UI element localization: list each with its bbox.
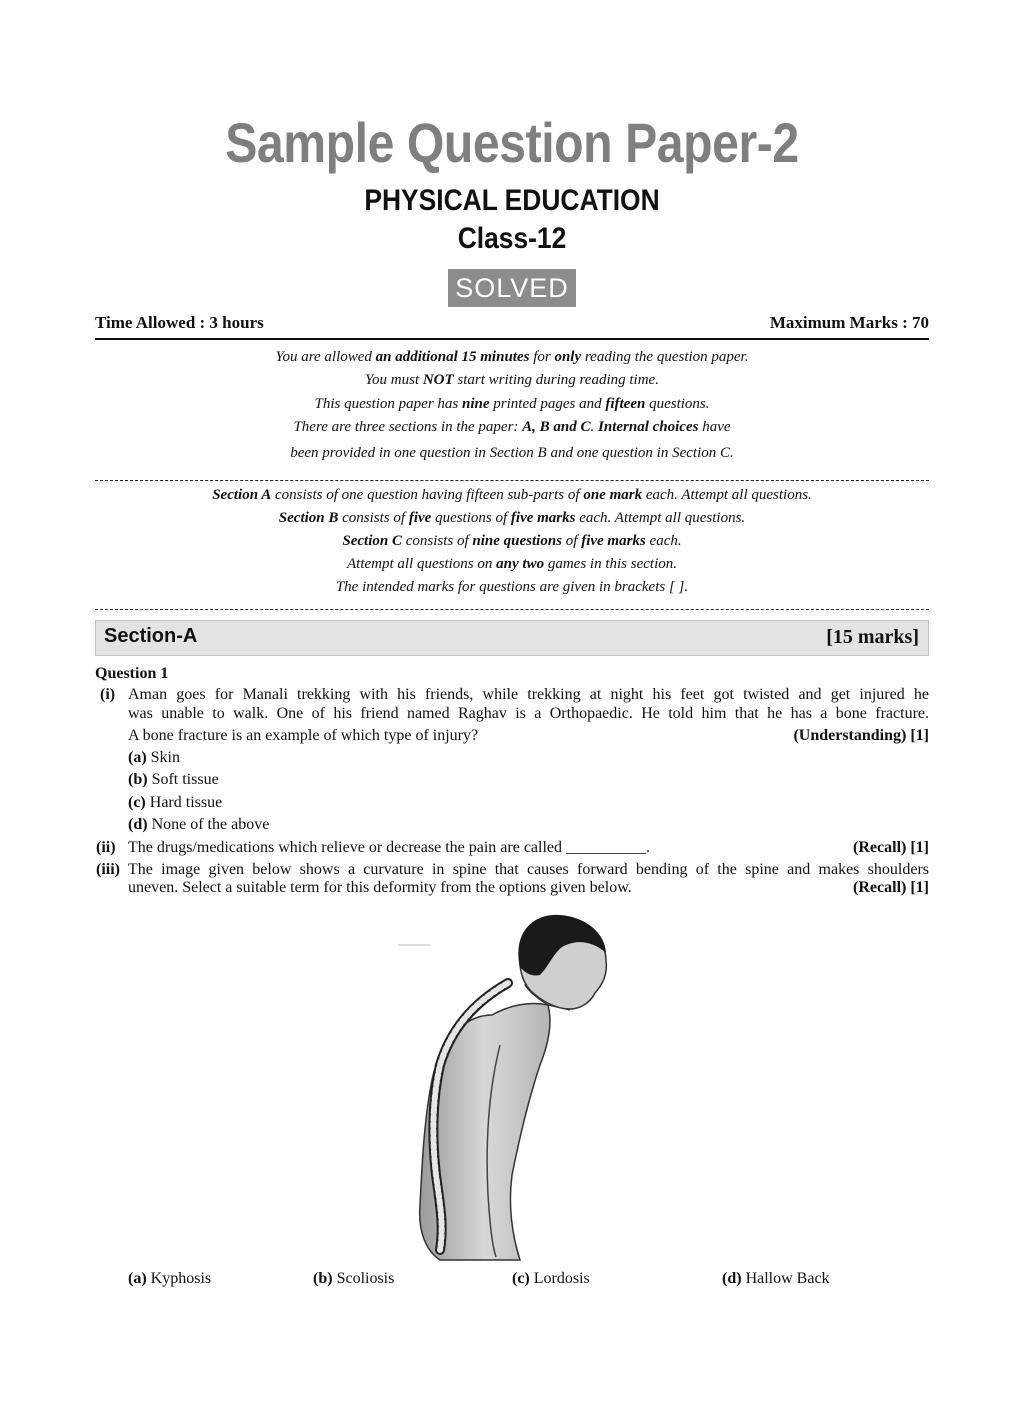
question-label: Question 1 xyxy=(95,665,169,682)
text-run: You are allowed xyxy=(275,349,376,365)
emphasis-text: fifteen xyxy=(605,396,646,412)
emphasis-text: nine questions xyxy=(472,533,563,549)
text-run: each. Attempt all questions. xyxy=(642,487,812,503)
option xyxy=(128,816,269,834)
section-info-line xyxy=(95,510,929,527)
text-run: printed pages and xyxy=(489,396,606,412)
option-text: Hard tissue xyxy=(149,794,223,811)
instruction-line xyxy=(95,419,929,436)
option-text: None of the above xyxy=(151,816,270,833)
option-label: (b) xyxy=(313,1270,333,1287)
marks-tag: (Recall) [1] xyxy=(853,839,929,856)
emphasis-text: nine xyxy=(462,396,490,412)
text-run: of xyxy=(562,533,582,549)
dashed-divider xyxy=(95,480,929,481)
option-text: Skin xyxy=(150,749,180,766)
emphasis-text: Section B xyxy=(278,510,339,526)
option xyxy=(722,1270,830,1288)
emphasis-text: Internal choices xyxy=(598,419,699,435)
emphasis-text: NOT xyxy=(422,372,454,388)
text-run: each. xyxy=(645,533,682,549)
option xyxy=(128,794,222,812)
question-text: uneven. Select a suitable term for this deformity from the options given below. xyxy=(128,879,632,896)
subject-heading: PHYSICAL EDUCATION xyxy=(364,184,660,217)
text-run: This question paper has xyxy=(314,396,462,412)
emphasis-text: an additional 15 minutes xyxy=(375,349,530,365)
instruction-line xyxy=(95,372,929,389)
question-text: The image given below shows a curvature in spine that causes forward bending of the spine and makes shoulders xyxy=(128,861,929,878)
option-label: (d) xyxy=(722,1270,742,1287)
instruction-line xyxy=(95,349,929,366)
emphasis-text: five xyxy=(408,510,432,526)
option-label: (d) xyxy=(128,816,148,833)
option xyxy=(313,1270,394,1288)
text-run: each. Attempt all questions. xyxy=(575,510,746,526)
section-header-bar xyxy=(95,620,929,656)
option-text: Kyphosis xyxy=(150,1270,212,1287)
text-run: Attempt all questions on xyxy=(346,556,497,572)
text-run: consists of one question having fifteen sub-parts of xyxy=(271,487,584,503)
question-text: A bone fracture is an example of which type of injury? xyxy=(128,727,479,744)
text-run: reading the question paper. xyxy=(581,349,749,365)
text-run: consists of xyxy=(401,533,473,549)
section-marks: [15 marks] xyxy=(826,626,919,648)
emphasis-text: one mark xyxy=(583,487,643,503)
emphasis-text: five marks xyxy=(581,533,646,549)
option-label: (c) xyxy=(512,1270,530,1287)
header-rule xyxy=(95,338,929,340)
text-run: start writing during reading time. xyxy=(453,372,659,388)
section-title: Section-A xyxy=(104,625,198,647)
subquestion-number: (i) xyxy=(100,686,116,703)
section-info-line xyxy=(95,533,929,550)
marks-tag: (Understanding) [1] xyxy=(793,727,929,744)
text-run: for xyxy=(529,349,555,365)
option-label: (a) xyxy=(128,1270,147,1287)
question-text: was unable to walk. One of his friend named Raghav is a Orthopaedic. He told him that he has a bone fracture. xyxy=(128,705,929,722)
text-run: have xyxy=(698,419,731,435)
text-run: been provided in one question in Section B and one question in Section C. xyxy=(290,445,734,461)
kyphosis-illustration xyxy=(380,905,640,1265)
question-text: Aman goes for Manali trekking with his friends, while trekking at night his feet got twisted and get injured he xyxy=(128,686,929,703)
subquestion-number: (iii) xyxy=(96,861,120,878)
subquestion-number: (ii) xyxy=(96,839,116,856)
text-run: The intended marks for questions are given in brackets [ ]. xyxy=(335,579,689,595)
option-text: Hallow Back xyxy=(745,1270,830,1287)
section-info-line xyxy=(95,579,929,596)
maximum-marks: Maximum Marks : 70 xyxy=(769,313,929,332)
text-run: games in this section. xyxy=(544,556,677,572)
text-run: There are three sections in the paper: xyxy=(293,419,523,435)
text-run: questions. xyxy=(645,396,710,412)
text-run: You must xyxy=(365,372,423,388)
option xyxy=(128,749,180,767)
instruction-line xyxy=(95,445,929,462)
page-title: Sample Question Paper-2 xyxy=(225,111,799,174)
option xyxy=(512,1270,590,1288)
option-label: (c) xyxy=(128,794,146,811)
option-text: Lordosis xyxy=(533,1270,590,1287)
question-text: The drugs/medications which relieve or decrease the pain are called __________. xyxy=(128,839,651,856)
option-text: Scoliosis xyxy=(336,1270,395,1287)
time-allowed: Time Allowed : 3 hours xyxy=(95,313,264,332)
instruction-line xyxy=(95,396,929,413)
emphasis-text: only xyxy=(554,349,582,365)
emphasis-text: five marks xyxy=(510,510,576,526)
class-heading: Class-12 xyxy=(457,222,567,255)
dashed-divider xyxy=(95,609,929,610)
marks-tag: (Recall) [1] xyxy=(853,879,929,896)
option xyxy=(128,771,219,789)
option-text: Soft tissue xyxy=(151,771,219,788)
section-info-line xyxy=(95,487,929,504)
text-run: questions of xyxy=(431,510,511,526)
solved-badge: SOLVED xyxy=(448,269,576,307)
text-run: . xyxy=(590,419,599,435)
emphasis-text: any two xyxy=(496,556,545,572)
emphasis-text: Section C xyxy=(342,533,402,549)
option-label: (b) xyxy=(128,771,148,788)
emphasis-text: Section A xyxy=(212,487,272,503)
option-label: (a) xyxy=(128,749,147,766)
text-run: consists of xyxy=(338,510,409,526)
option xyxy=(128,1270,211,1288)
section-info-line xyxy=(95,556,929,573)
emphasis-text: A, B and C xyxy=(522,419,591,435)
